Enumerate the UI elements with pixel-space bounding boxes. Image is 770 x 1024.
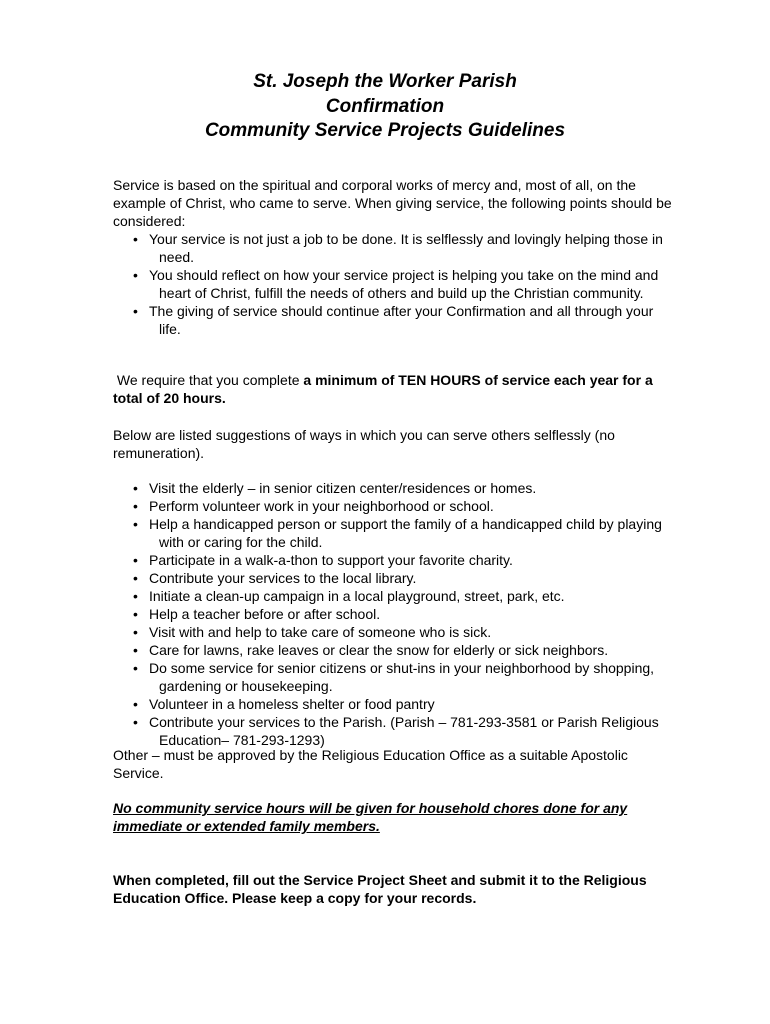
bullet-icon: •: [133, 606, 138, 622]
point-text: You should reflect on how your service project is helping you take on the mind and heart of Christ, fulfill the needs of others and build up the Christian community.: [149, 267, 659, 301]
list-item: [113, 623, 673, 641]
list-item: [113, 266, 673, 302]
list-item: [113, 302, 673, 338]
bullet-icon: •: [133, 642, 138, 658]
intro-section: [113, 176, 673, 338]
suggestion-text: Volunteer in a homeless shelter or food pantry: [149, 696, 435, 712]
suggestion-text: Help a handicapped person or support the family of a handicapped child by playing with or caring for the child.: [149, 516, 662, 550]
suggestion-text: Do some service for senior citizens or shut-ins in your neighborhood by shopping, gardening or housekeeping.: [149, 660, 655, 694]
bullet-icon: •: [133, 267, 138, 283]
list-item: [113, 569, 673, 587]
requirement-prefix: We require that you complete: [113, 372, 304, 388]
list-item: [113, 479, 673, 497]
list-item: [113, 605, 673, 623]
bullet-icon: •: [133, 570, 138, 586]
list-item: [113, 551, 673, 569]
title-confirmation: Confirmation: [325, 96, 445, 117]
suggestions-list: [113, 479, 673, 749]
title-guidelines: Community Service Projects Guidelines: [204, 120, 566, 141]
suggestion-text: Participate in a walk-a-thon to support your favorite charity.: [149, 552, 513, 568]
bullet-icon: •: [133, 660, 138, 676]
bullet-icon: •: [133, 303, 138, 319]
point-text: Your service is not just a job to be done. It is selflessly and lovingly helping those in need.: [149, 231, 663, 265]
list-item: [113, 230, 673, 266]
requirement-bold: a minimum of TEN HOURS of service each year for a total of 20 hours.: [113, 372, 653, 406]
bullet-icon: •: [133, 624, 138, 640]
list-item: [113, 641, 673, 659]
requirement-paragraph: [113, 371, 673, 407]
bullet-icon: •: [133, 480, 138, 496]
list-item: [113, 497, 673, 515]
intro-paragraph: Service is based on the spiritual and corporal works of mercy and, most of all, on the example of Christ, who came to serve. When giving service, the following points should be considered:: [113, 177, 672, 229]
list-item: [113, 713, 673, 749]
suggestion-text: Contribute your services to the Parish. (Parish – 781-293-3581 or Parish Religious Education– 781-293-1293): [149, 714, 659, 748]
list-item: [113, 515, 673, 551]
suggestion-text: Care for lawns, rake leaves or clear the snow for elderly or sick neighbors.: [149, 642, 609, 658]
bullet-icon: •: [133, 696, 138, 712]
point-text: The giving of service should continue after your Confirmation and all through your life.: [149, 303, 654, 337]
other-paragraph: Other – must be approved by the Religious Education Office as a suitable Apostolic Service.: [113, 747, 628, 781]
list-item: [113, 695, 673, 713]
suggestions-intro: Below are listed suggestions of ways in which you can serve others selflessly (no remuneration).: [113, 427, 615, 461]
suggestion-text: Contribute your services to the local library.: [149, 570, 417, 586]
warning-paragraph: No community service hours will be given for household chores done for any immediate or extended family members.: [113, 800, 628, 834]
list-item: [113, 587, 673, 605]
title-parish: St. Joseph the Worker Parish: [253, 71, 517, 92]
completion-paragraph: When completed, fill out the Service Project Sheet and submit it to the Religious Education Office. Please keep a copy for your records.: [113, 872, 647, 906]
suggestion-text: Visit the elderly – in senior citizen center/residences or homes.: [149, 480, 537, 496]
suggestion-text: Visit with and help to take care of someone who is sick.: [149, 624, 492, 640]
suggestion-text: Help a teacher before or after school.: [149, 606, 381, 622]
bullet-icon: •: [133, 714, 138, 730]
suggestion-text: Initiate a clean-up campaign in a local playground, street, park, etc.: [149, 588, 565, 604]
bullet-icon: •: [133, 552, 138, 568]
bullet-icon: •: [133, 588, 138, 604]
bullet-icon: •: [133, 516, 138, 532]
bullet-icon: •: [133, 498, 138, 514]
list-item: [113, 659, 673, 695]
points-list: [113, 230, 673, 338]
suggestion-text: Perform volunteer work in your neighborhood or school.: [149, 498, 494, 514]
bullet-icon: •: [133, 231, 138, 247]
